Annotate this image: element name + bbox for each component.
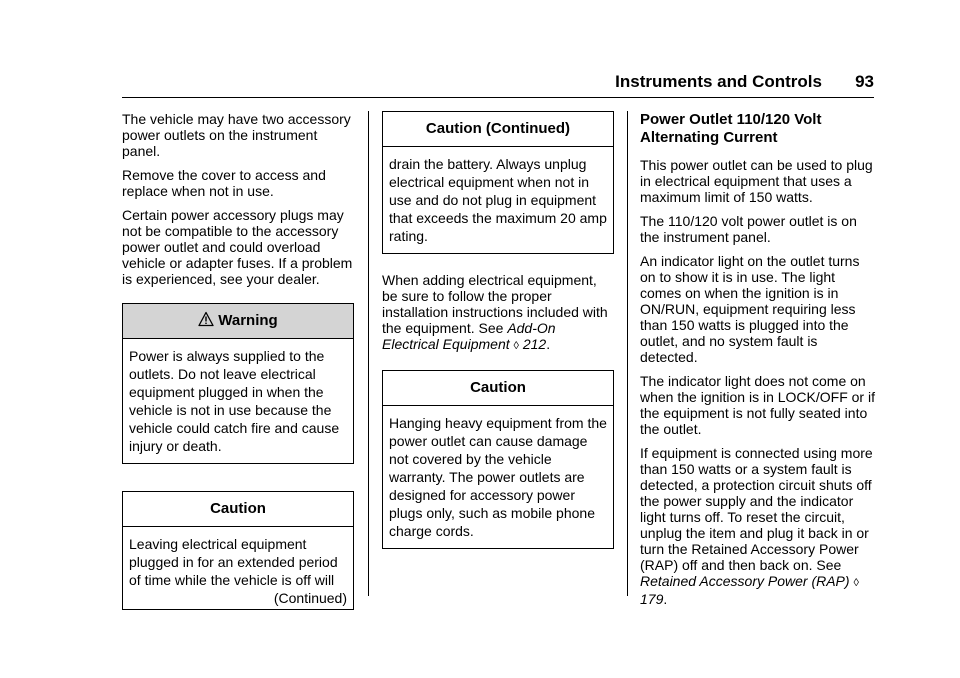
- section-heading: Power Outlet 110/120 Volt Alternating Current: [640, 111, 822, 146]
- page-ref-icon: ◊: [513, 340, 519, 352]
- paragraph: This power outlet can be used to plug in electrical equipment that uses a maximum limit of 150 watts.: [640, 157, 873, 205]
- paragraph: Certain power accessory plugs may not be compatible to the accessory power outlet and could overload vehicle or adapter fuses. If a problem is experienced, see your dealer.: [122, 207, 353, 287]
- warning-header: [123, 304, 353, 339]
- paragraph: [640, 445, 876, 607]
- column-divider: [627, 111, 628, 596]
- continued-label: (Continued): [273, 590, 347, 606]
- period: .: [546, 336, 551, 352]
- paragraph: The vehicle may have two accessory power outlets on the instrument panel.: [122, 111, 351, 159]
- warning-triangle-icon: [198, 311, 214, 331]
- paragraph: [382, 272, 614, 354]
- cross-reference-link[interactable]: Retained Accessory Power (RAP): [640, 573, 850, 589]
- page-ref-number: 179: [640, 591, 664, 607]
- column-3: [640, 111, 876, 615]
- caution-box-2: [382, 370, 614, 549]
- paragraph-text: When adding electrical equipment, be sure to follow the proper installation instructions included with the equipment. See: [382, 272, 608, 336]
- page-ref-icon: ◊: [853, 577, 859, 589]
- caution-header-2: Caution: [383, 371, 613, 406]
- column-divider: [368, 111, 369, 596]
- paragraph: An indicator light on the outlet turns on to show it is in use. The light comes on when the ignition is in ON/RUN, equipment requiring less than 150 watts is plugged into the outlet, and no system fault is detected.: [640, 253, 860, 365]
- warning-body: Power is always supplied to the outlets. Do not leave electrical equipment plugged in when the vehicle is not in use because the vehicle could catch fire and cause injury or death.: [129, 348, 340, 454]
- caution-continued-box: [382, 111, 614, 254]
- section-title: Instruments and Controls: [615, 72, 822, 91]
- page-header: [122, 70, 874, 98]
- caution-body-2: Hanging heavy equipment from the power outlet can cause damage not covered by the vehicle warranty. The power outlets are designed for accessory power plugs only, such as mobile phone charge cords.: [389, 415, 607, 539]
- paragraph: The indicator light does not come on when the ignition is in LOCK/OFF or if the equipment is not fully seated into the outlet.: [640, 373, 875, 437]
- period: .: [663, 591, 668, 607]
- caution-box: [122, 491, 354, 610]
- warning-box: [122, 303, 354, 464]
- cross-reference-link[interactable]: Add-On Electrical Equipment: [382, 320, 556, 352]
- header-rule: [122, 97, 874, 98]
- warning-heading: Warning: [218, 312, 278, 329]
- caution-body: Leaving electrical equipment plugged in for an extended period of time while the vehicle is off will: [129, 536, 338, 588]
- page-ref-number: 212: [522, 336, 547, 352]
- paragraph: The 110/120 volt power outlet is on the instrument panel.: [640, 213, 857, 245]
- column-2: [382, 111, 614, 567]
- caution-continued-body: drain the battery. Always unplug electrical equipment when not in use and do not plug in equipment that exceeds the maximum 20 amp rating.: [389, 156, 607, 244]
- paragraph: Remove the cover to access and replace when not in use.: [122, 167, 326, 199]
- page-number: 93: [855, 72, 874, 91]
- caution-box-body: [123, 527, 353, 609]
- caution-continued-header: Caution (Continued): [383, 112, 613, 147]
- caution-header: Caution: [123, 492, 353, 527]
- paragraph-text: If equipment is connected using more than 150 watts or a system fault is detected, a protection circuit shuts off the power supply and the indicator light turns off. To reset the circuit, unplug the item and plug it back in or turn the Retained Accessory Power (RAP) off and then back on. See: [640, 445, 873, 573]
- column-1: [122, 111, 354, 628]
